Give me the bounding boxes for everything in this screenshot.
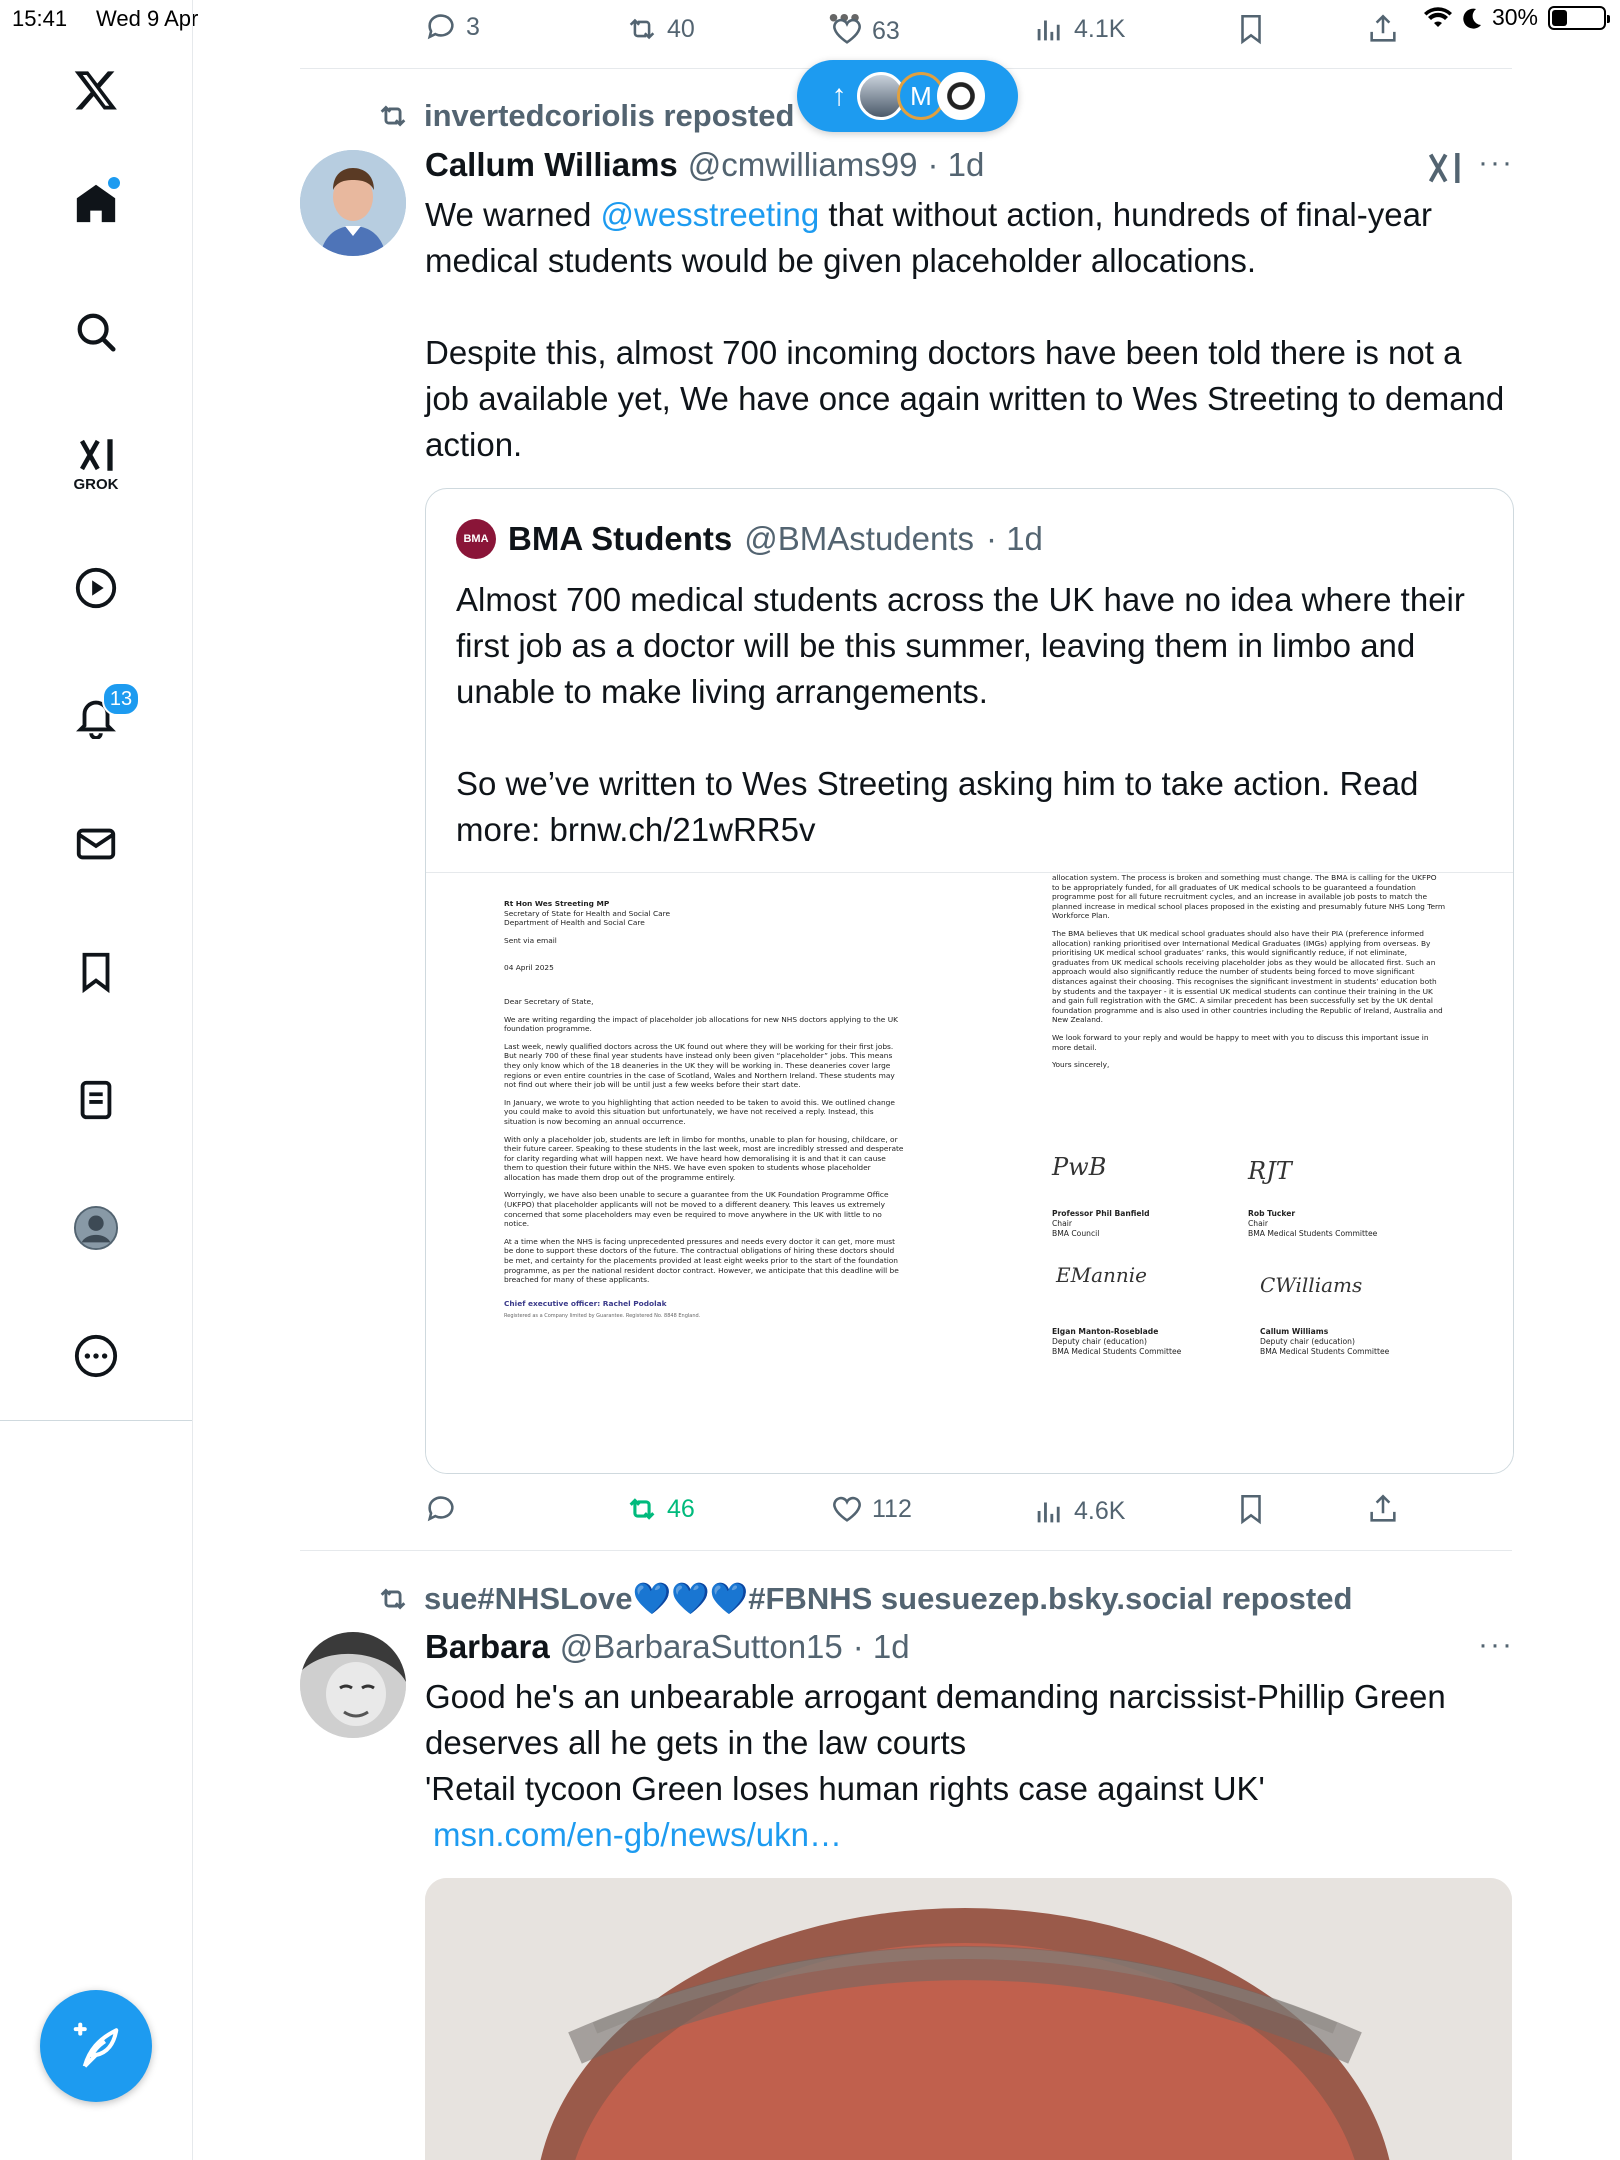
signatory-tucker: [1248, 1209, 1377, 1239]
letter-addressee-lines: Secretary of State for Health and Social Care Department of Health and Social Care: [504, 908, 671, 928]
signature-manton-mark: EMannie: [1056, 1263, 1147, 1287]
prev-like-count: 63: [872, 16, 900, 45]
x-logo[interactable]: [68, 62, 124, 118]
letter-right-para-3: We look forward to your reply and would be happy to meet with you to discuss this important issue in more detail.: [1052, 1032, 1429, 1052]
quote-header: [456, 519, 1043, 559]
tweet2-handle[interactable]: @BarbaraSutton15: [559, 1628, 843, 1665]
grok-icon: [75, 434, 117, 476]
battery-percent: 30%: [1491, 4, 1538, 30]
new-posts-pill[interactable]: [797, 60, 1018, 132]
status-date: Wed 9 Apr: [96, 6, 199, 31]
share-icon: [1366, 12, 1400, 46]
prev-repost-button[interactable]: [625, 12, 695, 46]
tweet1-text: [425, 192, 1505, 468]
signatory-manton-name: Elgan Manton-Roseblade: [1052, 1327, 1159, 1336]
quote-name[interactable]: BMA Students: [508, 520, 733, 557]
signature-tucker-mark: RJT: [1248, 1157, 1292, 1185]
prev-views-button[interactable]: [1032, 12, 1125, 46]
video-icon: [73, 565, 119, 611]
tweet1-text-end: that without action, hundreds of final-year medical students would be given placeholder allocations. Despite this, almost 700 incoming doctors have been told there is not a job available yet, We have once again written to Wes Streeting to demand action.: [425, 196, 1505, 463]
letter-sent: Sent via email: [504, 935, 557, 945]
reply-icon: [424, 1492, 458, 1526]
letter-footer: Chief executive officer: Rachel Podolak: [504, 1298, 667, 1308]
status-dots-icon: •••: [828, 2, 861, 33]
grok-explain-button[interactable]: [1424, 148, 1464, 193]
prev-reply-count: 3: [466, 12, 480, 41]
reply-icon: [424, 10, 458, 44]
letter-right-para-4: Yours sincerely,: [1052, 1060, 1110, 1070]
tweet1-header: [425, 146, 984, 184]
signature-tucker: [1248, 1157, 1292, 1185]
home-unread-dot: [106, 175, 122, 191]
heart-icon: [830, 1492, 864, 1526]
letter-right-para-2: The BMA believes that UK medical school graduates should also have their PIA (preference informed allocation) ranking prioritised over International Medical Graduates (IMGs) applying from overseas. By prioritising UK medical school graduates’ ranks, this would significantly reduce, if not eliminate, graduates from UK medical schools receiving placeholder jobs as they would be allocated first. Such an approach would also significantly reduce the number of students being forced to move significant distances against their choosing. This recognises the significant investment in students’ education both by students and the taxpayer - it is essential UK medical students can continue their training in the UK and gain full registration with the GMC. A similar precedent has been successfully set by the UK dental foundation programme and is also used in other countries including the Republic of Ireland, Australia and New Zealand.: [1052, 928, 1443, 1025]
signatory-banfield-name: Professor Phil Banfield: [1052, 1209, 1150, 1218]
avatar-photo: [300, 150, 406, 256]
letter-left-para-6: At a time when the NHS is facing unprecedented pressures and needs every doctor it can get, more must be done to support these doctors of the future. The contractual obligations of hiring these doctors should be met, and certainty for the placements provided at least eight weeks prior to the start of the foundation programme, as per the national resident doctor contract. However, we anticipate that this deadline will be breached for many of these applicants.: [504, 1236, 899, 1285]
signature-banfield-mark: PwB: [1052, 1153, 1107, 1181]
tweet1-repost-button[interactable]: [625, 1492, 695, 1526]
letter-right-page: [1052, 873, 1446, 1078]
signature-williams: [1260, 1273, 1362, 1297]
moon-icon: [1462, 7, 1482, 29]
letter-addressee: Rt Hon Wes Streeting MP: [504, 899, 610, 908]
signatory-tucker-org: BMA Medical Students Committee: [1248, 1229, 1378, 1238]
quote-text: Almost 700 medical students across the UK have no idea where their first job as a doctor will be this summer, leaving them in limbo and unable to make living arrangements. So we’ve written to Wes Streeting asking him to take action. Read more: brnw.ch/21wRR5v: [456, 581, 1465, 848]
repost-icon: [625, 1492, 659, 1526]
status-time: 15:41: [12, 6, 68, 31]
tweet2-text: Good he's an unbearable arrogant demanding narcissist-Phillip Green deserves all he gets in the law courts 'Retail tycoon Green loses human rights case against UK': [425, 1678, 1446, 1807]
tweet1-name[interactable]: Callum Williams: [425, 146, 678, 183]
tweet1-time[interactable]: · 1d: [927, 146, 985, 183]
prev-share-button[interactable]: [1366, 12, 1400, 46]
letter-left-para-1: We are writing regarding the impact of placeholder job allocations for new NHS doctors applying to the UK foundation programme.: [504, 1014, 898, 1034]
tweet2-name[interactable]: Barbara: [425, 1628, 550, 1665]
signatory-tucker-name: Rob Tucker: [1248, 1209, 1296, 1218]
tweet2-media-image[interactable]: [425, 1878, 1512, 2160]
bookmark-icon: [1234, 12, 1268, 46]
signatory-williams: [1260, 1327, 1389, 1357]
letter-date: 04 April 2025: [504, 963, 554, 973]
tweet1-mention-link[interactable]: @wesstreeting: [600, 196, 820, 233]
bma-avatar[interactable]: BMA: [456, 519, 496, 559]
prev-views-count: 4.1K: [1074, 14, 1126, 43]
prev-bookmark-button[interactable]: [1234, 12, 1268, 46]
signatory-banfield-org: BMA Council: [1052, 1229, 1100, 1238]
tweet1-bookmark-button[interactable]: [1234, 1492, 1268, 1526]
profile-icon: [73, 1205, 119, 1251]
signatory-manton-role: Deputy chair (education): [1052, 1337, 1147, 1346]
signatory-williams-org: BMA Medical Students Committee: [1260, 1347, 1390, 1356]
tweet1-repost-context[interactable]: [376, 98, 794, 134]
signatory-manton: [1052, 1327, 1181, 1357]
letter-image[interactable]: [426, 872, 1513, 1474]
signatory-williams-name: Callum Williams: [1260, 1327, 1329, 1336]
sidebar: [0, 0, 193, 2160]
prev-reply-button[interactable]: [424, 10, 480, 44]
x-logo-icon: [73, 67, 119, 113]
nav-video[interactable]: [68, 560, 124, 616]
views-icon: [1032, 1494, 1066, 1528]
arrow-up-icon: ↑: [831, 79, 847, 112]
quote-time: · 1d: [986, 520, 1043, 557]
tweet1-views-button[interactable]: [1032, 1494, 1125, 1528]
nav-messages[interactable]: [68, 816, 124, 872]
notifications-badge: 13: [102, 682, 140, 716]
tweet2-reposted-by: sue#NHSLove💙💙💙#FBNHS suesuezep.bsky.social reposted: [424, 1581, 1353, 1616]
tweet2-link[interactable]: msn.com/en-gb/news/ukn…: [433, 1816, 843, 1853]
quote-handle[interactable]: @BMAstudents: [744, 520, 975, 557]
letter-left-para-2: Last week, newly qualified doctors across the UK found out where they will be working for their first jobs. But nearly 700 of these final year students have instead only been given “placeholder” jobs. This means they only know which of the 18 deaneries in the UK they will be working in. These deaneries cover large regions or even entire countries in the case of Scotland, Wales and Northern Ireland. These students may not find out where their job will be until just a few weeks before their start date.: [504, 1041, 895, 1090]
tweet1-reposted-by: invertedcoriolis reposted: [424, 98, 795, 133]
share-icon: [1366, 1492, 1400, 1526]
nav-bookmarks[interactable]: [68, 944, 124, 1000]
nav-home[interactable]: [68, 175, 124, 231]
feed-divider: [300, 1550, 1512, 1551]
signatory-manton-org: BMA Medical Students Committee: [1052, 1347, 1182, 1356]
nav-search[interactable]: [68, 304, 124, 360]
repost-icon: [376, 1582, 410, 1616]
grok-icon: [1424, 148, 1464, 188]
tweet2-avatar[interactable]: [300, 1632, 406, 1738]
pill-avatar-2: M: [897, 72, 945, 120]
nav-profile[interactable]: [68, 1200, 124, 1256]
letter-left-para-3: In January, we wrote to you highlighting that action needed to be taken to avoid this. We outlined change you could make to avoid this situation but unfortunately, we have not received a reply. Instead, this situation is now becoming an annual occurrence.: [504, 1097, 895, 1126]
battery-icon: [1548, 6, 1606, 30]
tweet1-like-button[interactable]: [830, 1492, 912, 1526]
messages-icon: [73, 821, 119, 867]
tweet2-time[interactable]: · 1d: [852, 1628, 910, 1665]
nav-notifications[interactable]: [68, 688, 133, 744]
heart-icon: [830, 14, 864, 48]
signatory-williams-role: Deputy chair (education): [1260, 1337, 1355, 1346]
compose-icon: [69, 2019, 123, 2073]
nav-grok[interactable]: [68, 428, 124, 498]
battery-level: [1552, 10, 1567, 26]
more-icon: [73, 1333, 119, 1379]
letter-left-page: [504, 899, 904, 1330]
signatory-banfield-role: Chair: [1052, 1219, 1073, 1228]
tweet2-more-button[interactable]: ···: [1478, 1628, 1514, 1661]
compose-button[interactable]: [40, 1990, 152, 2102]
bookmarks-icon: [73, 949, 119, 995]
tweet2-repost-context[interactable]: [376, 1580, 1352, 1617]
lists-icon: [73, 1077, 119, 1123]
tweet1-repost-count: 46: [667, 1494, 695, 1523]
letter-footer-small: Registered as a Company limited by Guarantee. Registered No. 8848 England.: [504, 1313, 701, 1320]
avatar-photo: [300, 1632, 406, 1738]
repost-icon: [376, 99, 410, 133]
tweet2-header: [425, 1628, 910, 1666]
letter-left-para-5: Worryingly, we have also been unable to secure a guarantee from the UK Foundation Programme Office (UKFPO) that placeholder applicants will not be moved to a different deanery. This leaves us extremely concerned that some placeholders may even be required to move anywhere in the UK with little to no notice.: [504, 1190, 889, 1229]
tweet1-handle[interactable]: @cmwilliams99: [687, 146, 918, 183]
bookmark-icon: [1234, 1492, 1268, 1526]
letter-left-para-4: With only a placeholder job, students are left in limbo for months, unable to plan for housing, childcare, or their future career. Speaking to these students in the last week, most are incredibly stressed and desperate for clarity regarding what will happen next. We have heard how demoralising it is and that it can cause them to question their future within the NHS. We have even spoken to students whose placeholder allocation has made them drop out of the programme entirely.: [504, 1134, 904, 1182]
prev-like-button[interactable]: [830, 14, 900, 48]
prev-repost-count: 40: [667, 14, 695, 43]
signatory-tucker-role: Chair: [1248, 1219, 1269, 1228]
tweet1-text-start: We warned: [425, 196, 601, 233]
search-icon: [73, 309, 119, 355]
sidebar-divider: [0, 1420, 192, 1421]
grok-label: GROK: [73, 475, 119, 493]
pill-avatar-3: [937, 72, 985, 120]
letter-right-para-1: allocation system. The process is broken and something must change. The BMA is calling for the UKFPO to be appropriately funded, for all graduates of UK medical schools to be guaranteed a foundation programme post for all future recruitment cycles, and an increase in available job posts to match the planned increase in medical school places proposed in the existing and presumably future NHS Long Term Workforce Plan.: [1052, 873, 1446, 921]
tweet1-reply-button[interactable]: [424, 1492, 466, 1526]
signatory-banfield: [1052, 1209, 1150, 1239]
tweet1-like-count: 112: [872, 1494, 912, 1523]
wifi-icon: [1424, 7, 1452, 29]
signature-manton: [1056, 1263, 1147, 1287]
tweet1-more-button[interactable]: ···: [1478, 146, 1514, 179]
tweet1-views-count: 4.6K: [1074, 1496, 1126, 1525]
nav-more[interactable]: [68, 1328, 124, 1384]
repost-icon: [625, 12, 659, 46]
letter-salutation: Dear Secretary of State,: [504, 996, 594, 1006]
news-photo: [425, 1878, 1512, 2160]
tweet1-avatar[interactable]: [300, 150, 406, 256]
signature-banfield: [1052, 1153, 1106, 1181]
tweet1-share-button[interactable]: [1366, 1492, 1400, 1526]
quote-tweet[interactable]: [425, 488, 1514, 1474]
nav-lists[interactable]: [68, 1072, 124, 1128]
views-icon: [1032, 12, 1066, 46]
signature-williams-mark: CWilliams: [1260, 1273, 1363, 1297]
